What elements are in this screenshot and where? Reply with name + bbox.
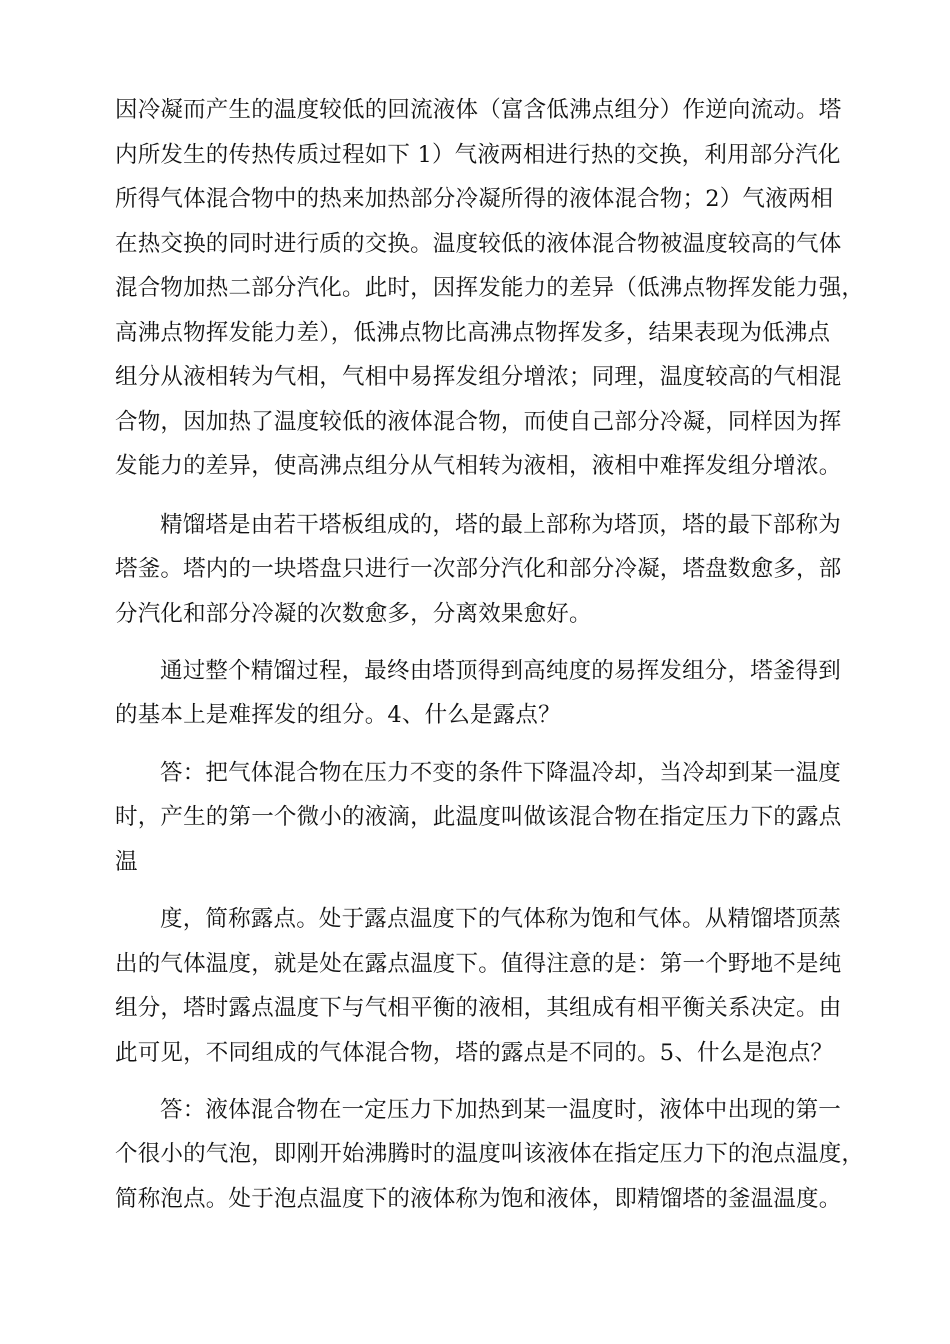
text-line: 在热交换的同时进行质的交换。温度较低的液体混合物被温度较高的气体 [115,231,842,257]
answer-first-line: 答：液体混合物在一定压力下加热到某一温度时，液体中出现的第一 [160,1097,842,1123]
text-line: 时，产生的第一个微小的液滴，此温度叫做该混合物在指定压力下的露点 [115,804,842,830]
text-line: 塔釜。塔内的一块塔盘只进行一次部分汽化和部分冷凝，塔盘数愈多，部 [115,556,842,582]
text-line: 此可见，不同组成的气体混合物，塔的露点是不同的。5、什么是泡点？ [115,1040,834,1066]
text-line: 因冷凝而产生的温度较低的回流液体（富含低沸点组分）作逆向流动。塔 [115,97,842,123]
text-line: 所得气体混合物中的热来加热部分冷凝所得的液体混合物；2）气液两相 [115,186,834,212]
text-line: 个很小的气泡，即刚开始沸腾时的温度叫该液体在指定压力下的泡点温度， [115,1141,865,1167]
text-line: 出的气体温度，就是处在露点温度下。值得注意的是：第一个野地不是纯 [115,951,842,977]
text-line: 温 [115,849,138,875]
answer-first-line: 答：把气体混合物在压力不变的条件下降温冷却，当冷却到某一温度 [160,760,842,786]
text-line: 合物，因加热了温度较低的液体混合物，而使自己部分冷凝，同样因为挥 [115,409,842,435]
paragraph-first-line: 通过整个精馏过程，最终由塔顶得到高纯度的易挥发组分，塔釜得到 [160,658,842,684]
text-line: 高沸点物挥发能力差），低沸点物比高沸点物挥发多，结果表现为低沸点 [115,320,831,346]
text-line: 组分，塔时露点温度下与气相平衡的液相，其组成有相平衡关系决定。由 [115,995,842,1021]
paragraph-first-line: 精馏塔是由若干塔板组成的，塔的最上部称为塔顶，塔的最下部称为 [160,512,842,538]
text-line: 简称泡点。处于泡点温度下的液体称为饱和液体，即精馏塔的釜温温度。 [115,1186,842,1212]
paragraph-first-line: 度，简称露点。处于露点温度下的气体称为饱和气体。从精馏塔顶蒸 [160,906,842,932]
text-line: 的基本上是难挥发的组分。4、什么是露点？ [115,702,561,728]
text-line: 组分从液相转为气相，气相中易挥发组分增浓；同理，温度较高的气相混 [115,364,842,390]
text-line: 内所发生的传热传质过程如下 1）气液两相进行热的交换，利用部分汽化 [115,142,841,168]
text-line: 混合物加热二部分汽化。此时，因挥发能力的差异（低沸点物挥发能力强， [115,275,865,301]
text-line: 发能力的差异，使高沸点组分从气相转为液相，液相中难挥发组分增浓。 [115,453,842,479]
text-line: 分汽化和部分冷凝的次数愈多，分离效果愈好。 [115,601,592,627]
